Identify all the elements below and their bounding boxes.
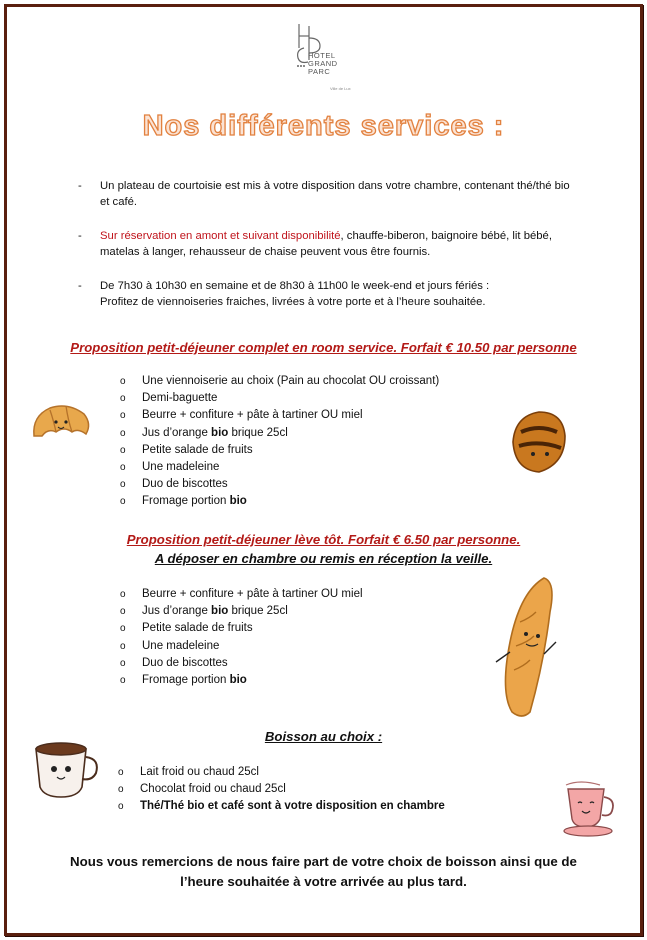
baguette-icon [490,572,564,722]
complete-breakfast-title: Proposition petit-déjeuner complet en room service. Forfait € 10.50 par personne [70,340,577,355]
list-item: o Beurre + confiture + pâte à tartiner OU miel [120,588,363,600]
services-bullets [72,178,577,328]
page-title: Nos différents services : [142,110,505,142]
list-item: o Duo de biscottes [120,478,228,491]
croissant-icon [28,398,94,456]
early-breakfast-list [120,586,363,689]
drinks-list [118,764,445,816]
drinks-title: Boisson au choix : [264,729,383,744]
list-item: o Fromage portion bio [120,495,247,508]
early-breakfast-subtitle: A déposer en chambre ou remis en réception la veille. [154,551,493,566]
list-item: o Une madeleine [120,639,220,652]
list-item: o Une madeleine [120,461,220,474]
early-breakfast-title: Proposition petit-déjeuner lève tôt. Forfait € 6.50 par personne. [126,532,521,547]
pain-au-chocolat-icon [503,402,573,482]
list-item: o Petite salade de fruits [120,443,253,456]
list-item: o Demi-baguette [120,392,218,405]
list-item: o Jus d’orange bio brique 25cl [120,426,288,439]
list-item: o Lait froid ou chaud 25cl [118,766,259,778]
bullet-baby-equipment: - Sur réservation en amont et suivant disponibilité, chauffe-biberon, baignoire bébé, lit bébé, matelas à langer, rehausseur de chaise peuvent vous être fournis. [78,230,552,258]
footer-note: Nous vous remercions de nous faire part de votre choix de boisson ainsi que de l’heure souhaitée à votre arrivée au plus tard. [70,854,577,889]
list-item: o Thé/Thé bio et café sont à votre disposition en chambre [118,800,445,813]
coffee-cup-icon [30,735,104,803]
complete-breakfast-list [120,373,439,511]
logo-subtitle: Ville de Lux [330,86,351,91]
list-item: o Chocolat froid ou chaud 25cl [118,783,286,796]
list-item: o Jus d’orange bio brique 25cl [120,605,288,618]
list-item: o Fromage portion bio [120,674,247,687]
list-item: o Petite salade de fruits [120,622,253,635]
tea-cup-icon [560,775,620,841]
list-item: o Duo de biscottes [120,656,228,669]
list-item: o Une viennoiserie au choix (Pain au chocolat OU croissant) [120,375,440,387]
bullet-pastries-hours: - De 7h30 à 10h30 en semaine et de 8h30 à 11h00 le week-end et jours fériés : Profitez de viennoiseries fraiches, livrées à votre porte et à l’heure souhaitée. [78,280,490,308]
bullet-courtesy-tray: - Un plateau de courtoisie est mis à votre disposition dans votre chambre, contenant thé/thé bio et café. [78,180,570,208]
list-item: o Beurre + confiture + pâte à tartiner OU miel [120,409,363,422]
logo-name: HOTEL GRAND PARC [308,51,338,76]
